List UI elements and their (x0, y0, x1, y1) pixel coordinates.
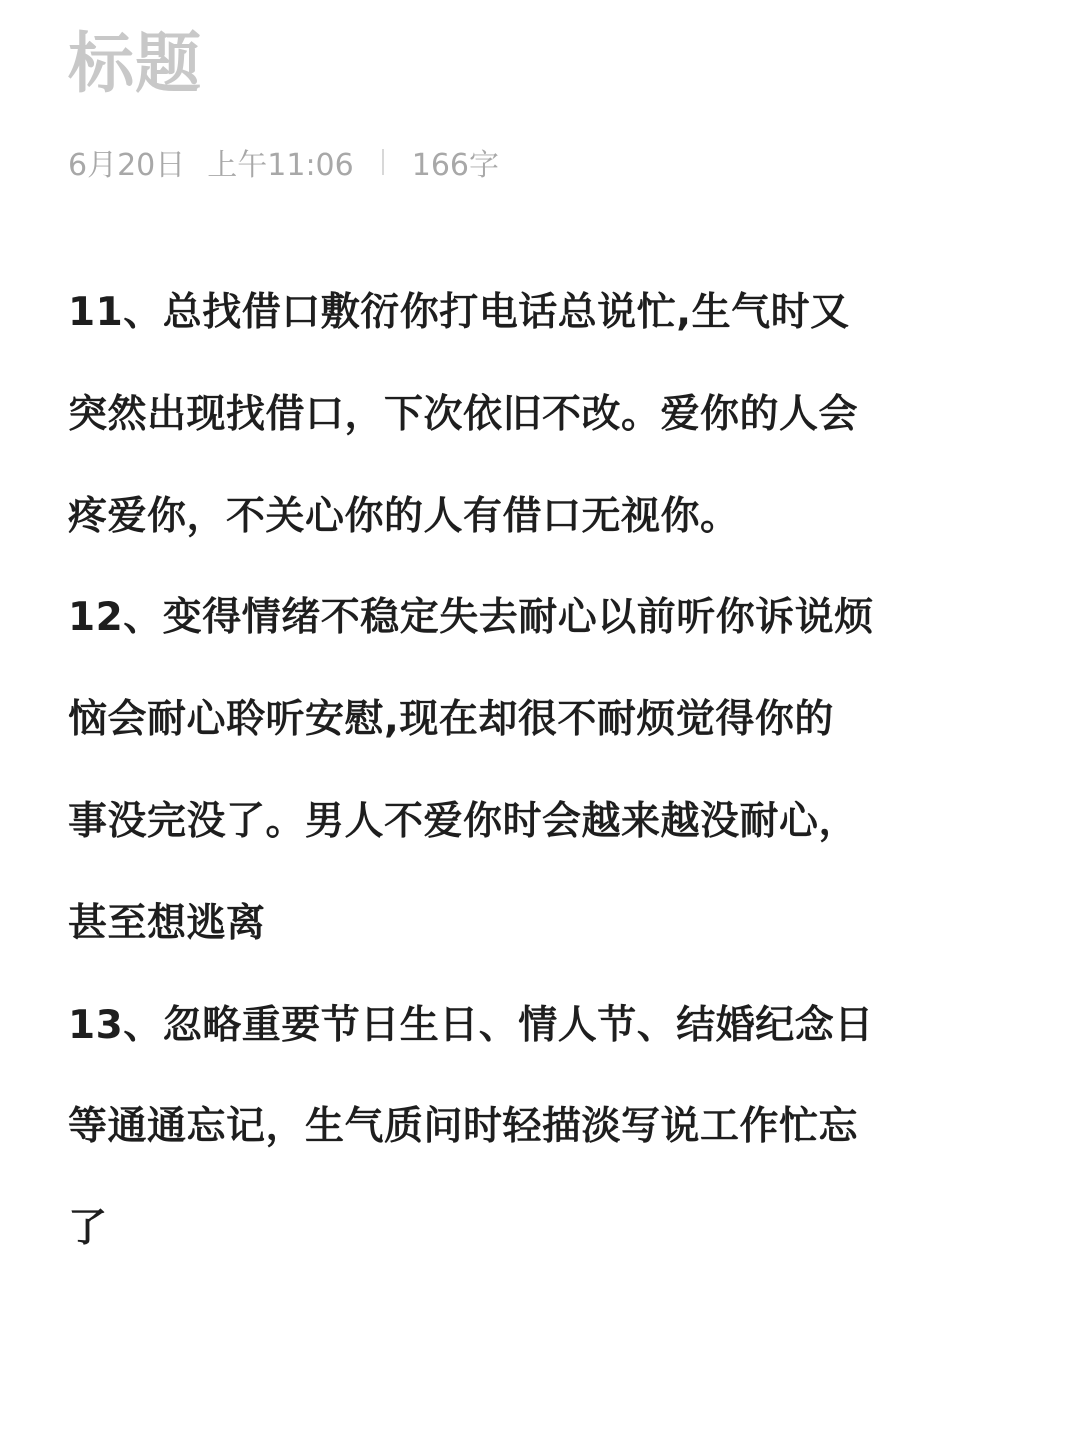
note-meta (68, 140, 499, 184)
body-line: 事没完没了。男人不爱你时会越来越没耐心， (68, 798, 859, 844)
body-line: 疼爱你，不关心你的人有借口无视你。 (68, 493, 740, 539)
body-line: 突然出现找借口，下次依旧不改。爱你的人会 (68, 391, 859, 437)
body-line: 等通通忘记，生气质问时轻描淡写说工作忙忘 (68, 1104, 859, 1150)
meta-divider (382, 149, 384, 175)
word-count: 166字 (411, 148, 499, 183)
body-line: 了 (68, 1206, 108, 1252)
note-time: 上午11:06 (207, 148, 354, 183)
body-line: 13、忽略重要节日生日、情人节、结婚纪念日 (68, 1002, 874, 1048)
body-line: 甚至想逃离 (68, 900, 266, 946)
body-line: 12、变得情绪不稳定失去耐心以前听你诉说烦 (68, 595, 874, 641)
note-body[interactable] (68, 262, 948, 1280)
note-date: 6月20日 (68, 148, 186, 183)
body-line: 恼会耐心聆听安慰,现在却很不耐烦觉得你的 (68, 697, 834, 743)
note-title[interactable]: 标题 (68, 25, 202, 102)
body-line: 11、总找借口敷衍你打电话总说忙,生气时又 (68, 290, 850, 335)
